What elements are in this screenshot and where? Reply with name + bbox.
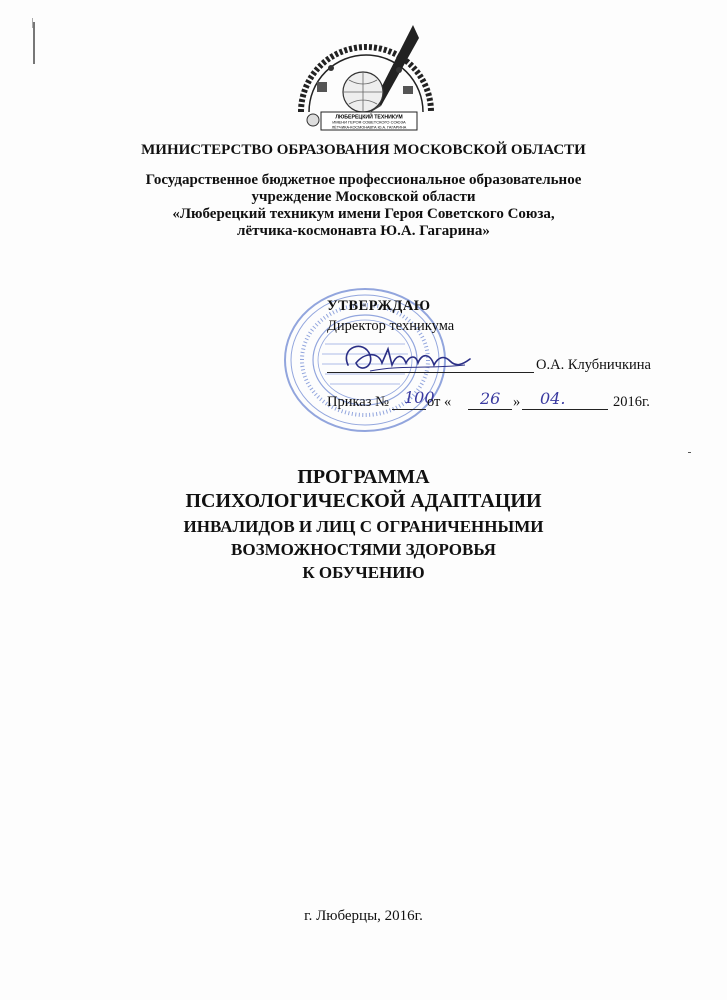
institution-line: учреждение Московской области bbox=[251, 189, 476, 205]
order-number-blank bbox=[392, 409, 426, 410]
program-subtitle: К ОБУЧЕНИЮ bbox=[302, 563, 425, 582]
place-and-year: г. Люберцы, 2016г. bbox=[304, 908, 423, 924]
program-subtitle: ИНВАЛИДОВ И ЛИЦ С ОГРАНИЧЕННЫМИ bbox=[183, 517, 544, 536]
order-day: 26 bbox=[480, 389, 501, 408]
quote-close: » bbox=[513, 394, 521, 410]
order-row bbox=[327, 394, 389, 411]
order-year: 2016г. bbox=[613, 394, 650, 410]
institution-line: лётчика-космонавта Ю.А. Гагарина» bbox=[237, 223, 490, 239]
program-subtitle: ВОЗМОЖНОСТЯМИ ЗДОРОВЬЯ bbox=[231, 540, 496, 559]
director-name: О.А. Клубничкина bbox=[536, 357, 651, 373]
from-label: от « bbox=[427, 394, 452, 410]
program-subtitle: ПСИХОЛОГИЧЕСКОЙ АДАПТАЦИИ bbox=[185, 490, 542, 512]
approval-heading: УТВЕРЖДАЮ bbox=[327, 298, 431, 314]
logo-text-line1: ЛЮБЕРЕЦКИЙ ТЕХНИКУМ bbox=[335, 114, 403, 121]
day-blank bbox=[468, 409, 512, 410]
institution-name bbox=[0, 172, 727, 240]
program-title: ПРОГРАММА bbox=[297, 466, 430, 488]
approver-position: Директор техникума bbox=[327, 318, 455, 334]
institution-line: «Люберецкий техникум имени Героя Советского Союза, bbox=[172, 206, 555, 222]
order-label: Приказ № bbox=[327, 394, 389, 410]
handwritten-signature bbox=[330, 335, 480, 380]
scan-artifact bbox=[688, 452, 691, 453]
logo-text-line3: ЛЁТЧИКА-КОСМОНАВТА Ю.А. ГАГАРИНА bbox=[331, 125, 407, 130]
institution-line: Государственное бюджетное профессиональное образовательное bbox=[145, 172, 582, 188]
scan-artifact bbox=[33, 22, 35, 64]
logo-text-line2: ИМЕНИ ГЕРОЯ СОВЕТСКОГО СОЮЗА bbox=[332, 119, 406, 125]
order-month: 04. bbox=[540, 389, 566, 408]
order-number: 100 bbox=[404, 388, 435, 407]
college-logo bbox=[291, 20, 441, 138]
month-blank bbox=[522, 409, 608, 410]
ministry-heading: МИНИСТЕРСТВО ОБРАЗОВАНИЯ МОСКОВСКОЙ ОБЛАСТИ bbox=[141, 142, 586, 158]
